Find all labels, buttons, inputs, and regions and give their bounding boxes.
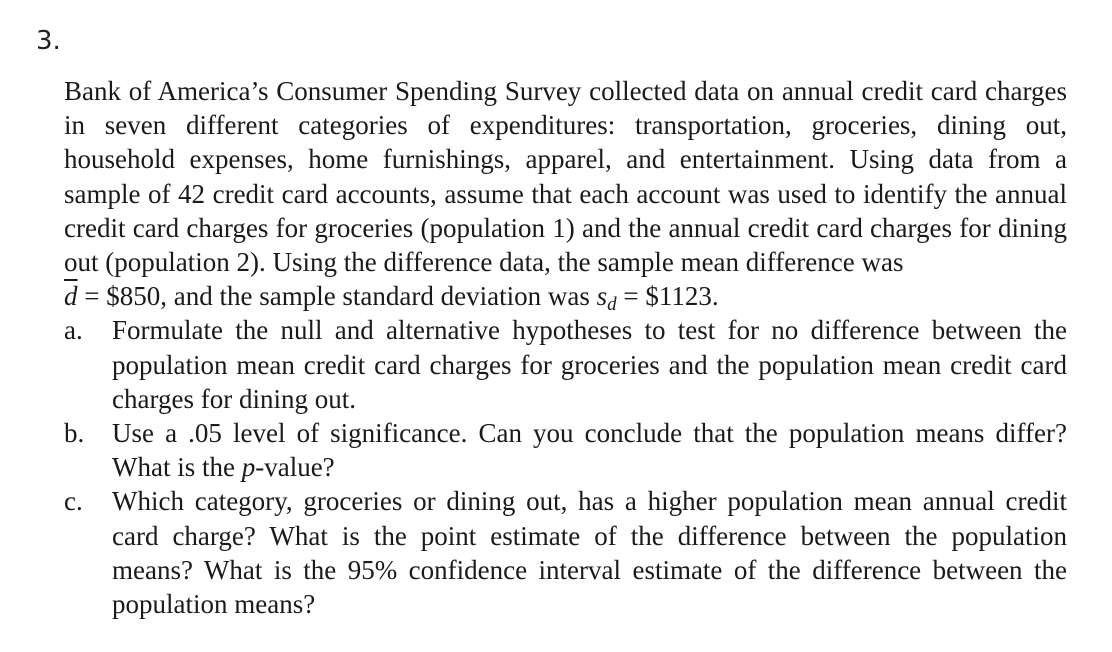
part-c-text: Which category, groceries or dining out, has a higher population mean annual credit card charge? What is the point estimate of the difference between the population means? What is the 95% confidence interval estimate of the difference between the population means? xyxy=(112,486,1067,620)
part-c xyxy=(64,484,1067,621)
part-c-letter: c. xyxy=(64,486,83,517)
mean-difference-symbol: $\overline{d}$ xyxy=(64,281,78,312)
problem-body xyxy=(64,74,1067,621)
question-number: 3. xyxy=(36,26,61,56)
part-a-text: Formulate the null and alternative hypotheses to test for no difference between the population mean credit card charges for groceries and the population mean credit card charges for dining out. xyxy=(112,315,1067,414)
part-b-text-after: -value? xyxy=(255,452,335,483)
std-dev-symbol xyxy=(596,281,617,316)
std-dev-subscript: d xyxy=(607,294,617,316)
problem-intro xyxy=(64,74,1067,316)
std-dev-letter: s xyxy=(596,281,608,312)
part-b-p-symbol: p xyxy=(241,452,256,483)
part-a-letter: a. xyxy=(64,315,83,346)
part-b-text-before: Use a .05 level of significance. Can you conclude that the population means differ? What is the xyxy=(112,418,1067,483)
mean-difference-value: = $850, and the sample standard deviation was xyxy=(77,281,597,312)
std-dev-value: = $1123. xyxy=(616,281,719,312)
intro-text: Bank of America’s Consumer Spending Survey collected data on annual credit card charges in seven different categories of expenditures: transportation, groceries, dining out, household expenses, home furnishings, apparel, and entertainment. Using data from a sample of 42 credit card accounts, assume that each account was used to identify the annual credit card charges for groceries (population 1) and the annual credit card charges for dining out (population 2). Using the difference data, the sample mean difference was xyxy=(64,76,1067,278)
part-b-letter: b. xyxy=(64,418,85,449)
part-a xyxy=(64,313,1067,416)
part-b xyxy=(64,416,1067,484)
part-b-text xyxy=(112,416,1067,484)
